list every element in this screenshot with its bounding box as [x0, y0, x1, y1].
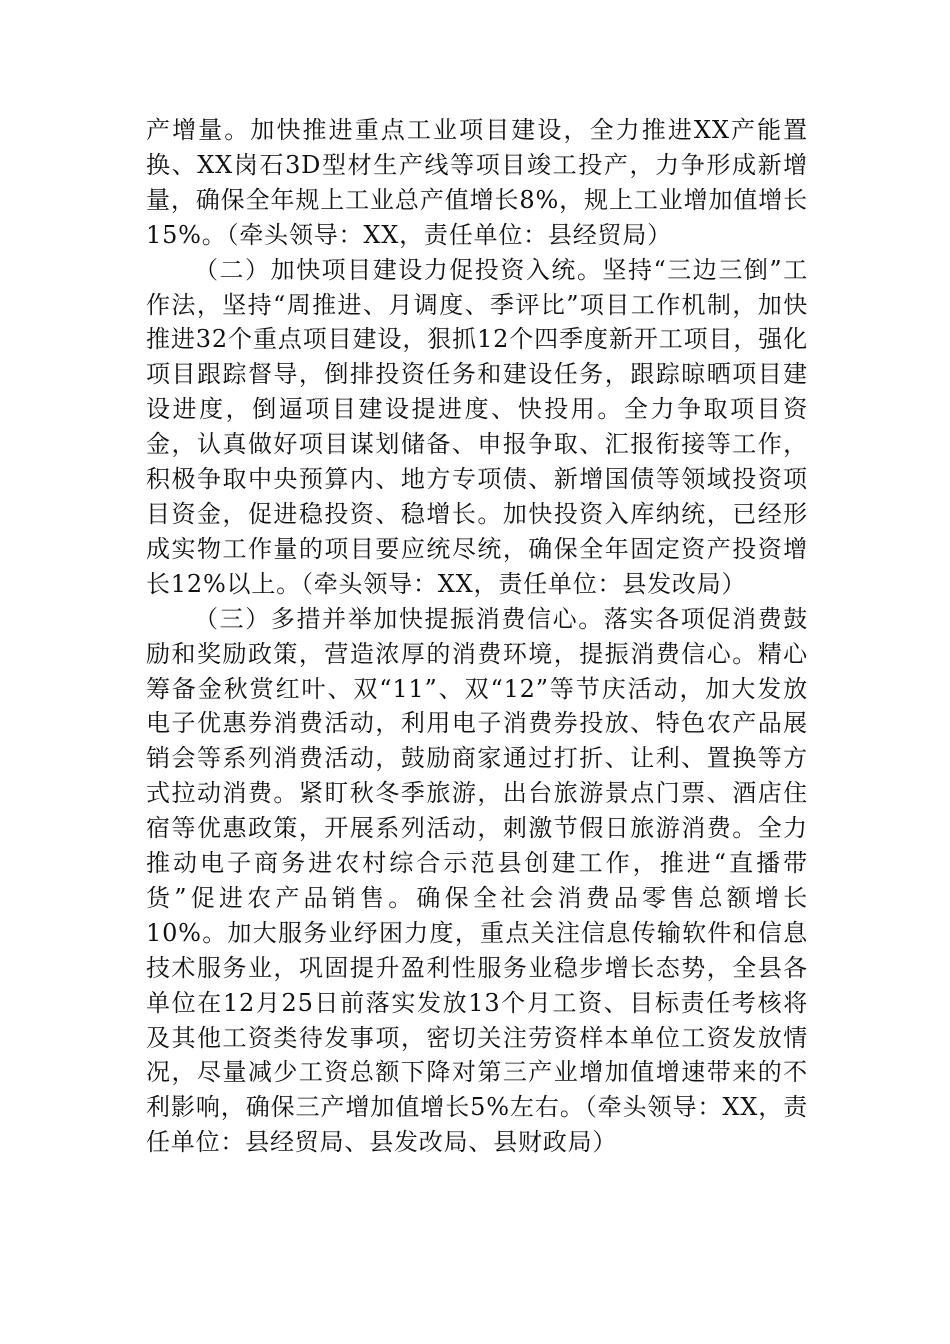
paragraph-intro: 产增量。加快推进重点工业项目建设，全力推进XX产能置换、XX岗石3D型材生产线等项目竣工投产，力争形成新增量，确保全年规上工业总产值增长8%，规上工业增加值增长15%。（牵头领导：XX，责任单位：县经贸局）: [146, 116, 808, 249]
document-body: [146, 113, 808, 1160]
paragraph-section-2: （二）加快项目建设力促投资入统。坚持“三边三倒”工作法，坚持“周推进、月调度、季评比”项目工作机制，加快推进32个重点项目建设，狠抓12个四季度新开工项目，强化项目跟踪督导，倒排投资任务和建设任务，跟踪晾晒项目建设进度，倒逼项目建设提进度、快投用。全力争取项目资金，认真做好项目谋划储备、申报争取、汇报衔接等工作，积极争取中央预算内、地方专项债、新增国债等领域投资项目资金，促进稳投资、稳增长。加快投资入库纳统，已经形成实物工作量的项目要应统尽统，确保全年固定资产投资增长12%以上。（牵头领导：XX，责任单位：县发改局）: [146, 255, 808, 598]
paragraph-section-3: （三）多措并举加快提振消费信心。落实各项促消费鼓励和奖励政策，营造浓厚的消费环境，提振消费信心。精心筹备金秋赏红叶、双“11”、双“12”等节庆活动，加大发放电子优惠券消费活动，利用电子消费券投放、特色农产品展销会等系列消费活动，鼓励商家通过打折、让利、置换等方式拉动消费。紧盯秋冬季旅游，出台旅游景点门票、酒店住宿等优惠政策，开展系列活动，刺激节假日旅游消费。全力推动电子商务进农村综合示范县创建工作，推进“直播带货”促进农产品销售。确保全社会消费品零售总额增长10%。加大服务业纾困力度，重点关注信息传输软件和信息技术服务业，巩固提升盈利性服务业稳步增长态势，全县各单位在12月25日前落实发放13个月工资、目标责任考核将及其他工资类待发事项，密切关注劳资样本单位工资发放情况，尽量减少工资总额下降对第三产业增加值增速带来的不利影响，确保三产增加值增长5%左右。（牵头领导：XX，责任单位：县经贸局、县发改局、县财政局）: [146, 604, 808, 1157]
